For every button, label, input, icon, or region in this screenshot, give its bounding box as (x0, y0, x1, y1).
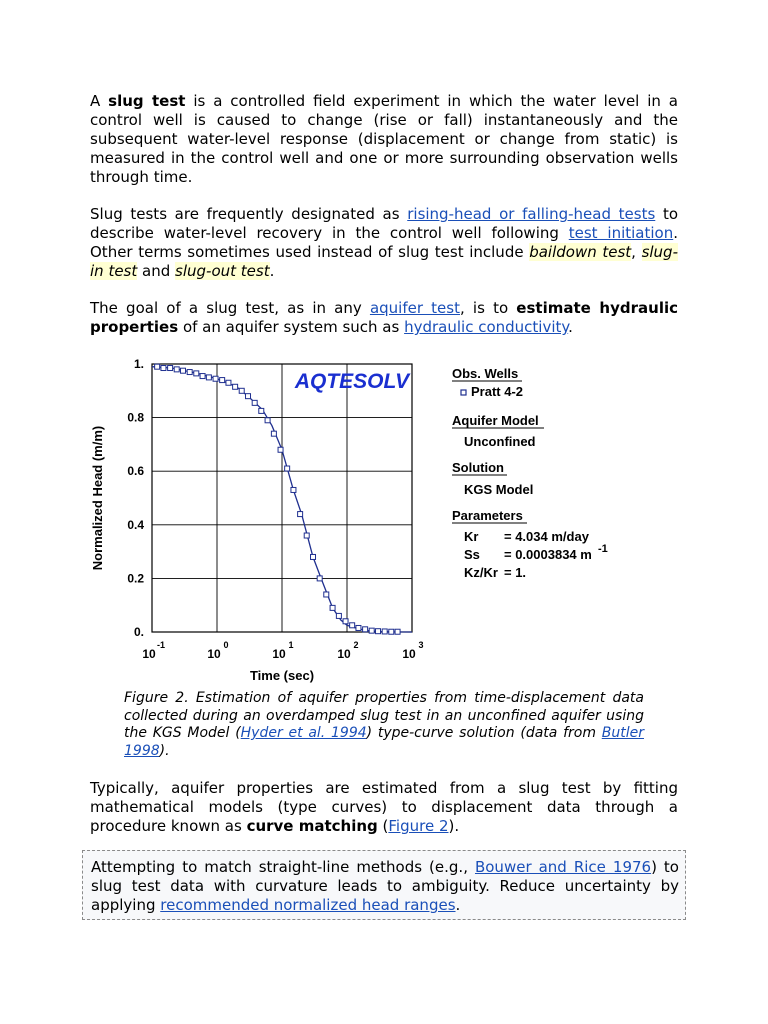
link-hydraulic-conductivity[interactable]: hydraulic conductivity (404, 318, 569, 336)
highlight-slug-out: slug-out test (175, 262, 270, 280)
param-ss-value: = 0.0003834 m (504, 547, 592, 562)
text: ). (448, 817, 460, 835)
grid (152, 364, 412, 632)
link-butler-1998[interactable]: Butler 1998 (124, 725, 644, 759)
data-point (265, 418, 270, 423)
highlight-slug-in: slug-in test (90, 243, 678, 280)
data-point (343, 619, 348, 624)
data-point (311, 554, 316, 559)
note-box (82, 850, 686, 920)
data-point (291, 487, 296, 492)
aqtesolv-plot (90, 354, 690, 684)
x-tick-label: 10 (337, 647, 351, 661)
data-point (213, 376, 218, 381)
text: ) type-curve solution (data from (366, 725, 602, 741)
legend-model-header: Aquifer Model (452, 413, 539, 428)
y-axis-label: Normalized Head (m/m) (90, 425, 105, 571)
intro-paragraph (90, 92, 678, 187)
x-tick-exponent: -1 (156, 640, 166, 650)
param-kr-label: Kr (464, 529, 479, 544)
x-tick-label: 10 (402, 647, 416, 661)
data-point (155, 364, 160, 369)
data-point (187, 370, 192, 375)
curve-matching-paragraph (90, 779, 678, 836)
data-point (330, 605, 335, 610)
link-aquifer-test[interactable]: aquifer test (369, 299, 460, 317)
data-point (336, 613, 341, 618)
data-point (395, 629, 400, 634)
data-point (161, 366, 166, 371)
data-point (246, 394, 251, 399)
text: and (137, 262, 176, 280)
highlight-baildown: baildown test (529, 243, 632, 261)
data-point (285, 466, 290, 471)
data-point (200, 374, 205, 379)
text: . (455, 896, 461, 914)
legend-solution-header: Solution (452, 460, 504, 475)
data-point (194, 371, 199, 376)
x-tick-labels (142, 640, 423, 661)
x-tick-exponent: 2 (353, 640, 359, 650)
x-tick-label: 10 (272, 647, 286, 661)
data-point (376, 629, 381, 634)
legend-solution-value: KGS Model (464, 482, 534, 497)
data-point (356, 625, 361, 630)
data-point (181, 368, 186, 373)
term-slug-test: slug test (108, 92, 186, 110)
param-kzkr-value: = 1. (504, 565, 527, 580)
data-point (363, 627, 368, 632)
data-point (259, 408, 264, 413)
text: ( (377, 817, 389, 835)
y-tick-label: 0.4 (127, 517, 144, 532)
x-tick-exponent: 3 (418, 640, 424, 650)
text: Typically, aquifer properties are estimated from a slug test by fitting mathematical models (type curves) to displacement data through a procedure known as (90, 779, 678, 835)
note-text (91, 858, 679, 915)
y-tick-label: 0.2 (127, 571, 144, 586)
data-point (226, 380, 231, 385)
text: Slug tests are frequently designated as (90, 205, 408, 223)
aqtesolv-logo: AQTESOLV (294, 370, 410, 393)
text: . Other terms sometimes used instead of slug test include (90, 224, 679, 261)
x-tick-exponent: 0 (223, 640, 229, 650)
text: . (269, 262, 275, 280)
legend-marker-icon (461, 390, 466, 395)
link-hyder-1994[interactable]: Hyder et al. 1994 (240, 725, 367, 741)
link-rising-falling-head[interactable]: rising-head or falling-head tests (407, 205, 656, 223)
data-point (174, 367, 179, 372)
link-normalized-head-ranges[interactable]: recommended normalized head ranges (160, 896, 456, 914)
text: of an aquifer system such as (178, 318, 405, 336)
text: to describe water-level recovery in the control well following (90, 205, 679, 242)
data-point (206, 375, 211, 380)
y-tick-label: 1. (133, 357, 144, 371)
text: , is to (459, 299, 517, 317)
text: Figure 2. Estimation of aquifer properties from time-displacement data collected during an overdamped slug test in an unconfined aquifer using the KGS Model ( (124, 690, 644, 741)
data-point (220, 378, 225, 383)
legend-obs-header: Obs. Wells (452, 366, 519, 381)
terms-paragraph (90, 205, 678, 281)
text: ) to slug test data with curvature leads to ambiguity. Reduce uncertainty by applying (91, 858, 679, 914)
term-estimate-properties: estimate hydraulic properties (90, 299, 678, 336)
x-tick-exponent: 1 (288, 640, 294, 650)
text: . (568, 318, 573, 336)
y-tick-labels (127, 357, 144, 639)
goal-paragraph (90, 299, 678, 337)
legend-obs-item: Pratt 4-2 (471, 384, 524, 399)
text: , (631, 243, 642, 261)
text: A (90, 92, 109, 110)
legend-params-header: Parameters (452, 508, 523, 523)
param-kzkr-label: Kz/Kr (464, 565, 498, 580)
data-point (369, 628, 374, 633)
legend-model-value: Unconfined (464, 434, 536, 449)
data-points (155, 364, 400, 634)
figure-caption (124, 690, 644, 760)
data-point (168, 366, 173, 371)
data-point (324, 592, 329, 597)
data-point (239, 388, 244, 393)
y-tick-label: 0.8 (127, 410, 144, 425)
article-body (90, 92, 678, 337)
data-point (278, 447, 283, 452)
text: Attempting to match straight-line methods (e.g., (91, 858, 475, 876)
text: ). (159, 742, 170, 759)
legend (452, 366, 608, 580)
link-bouwer-rice-1976[interactable]: Bouwer and Rice 1976 (474, 858, 652, 876)
data-point (252, 400, 257, 405)
data-point (298, 512, 303, 517)
param-kr-value: = 4.034 m/day (504, 529, 589, 544)
data-point (382, 629, 387, 634)
figure-2 (90, 354, 690, 684)
x-tick-label: 10 (207, 647, 221, 661)
data-point (271, 431, 276, 436)
y-tick-label: 0.6 (127, 464, 144, 479)
term-curve-matching: curve matching (246, 817, 378, 835)
data-point (389, 629, 394, 634)
link-figure-2[interactable]: Figure 2 (388, 817, 449, 835)
x-axis-label: Time (sec) (249, 668, 315, 683)
text: The goal of a slug test, as in any (90, 299, 370, 317)
x-tick-label: 10 (142, 647, 156, 661)
y-tick-label: 0. (133, 625, 144, 639)
data-point (350, 623, 355, 628)
param-ss-exponent: -1 (598, 543, 608, 555)
param-ss-label: Ss (464, 547, 480, 562)
data-point (304, 533, 309, 538)
link-test-initiation[interactable]: test initiation (568, 224, 674, 242)
text: is a controlled field experiment in which the water level in a control well is caused to change (rise or fall) instantaneously and the subsequent water-level response (displacement or change from static) is measured in the control well and one or more surrounding observation wells through time. (90, 92, 678, 186)
data-point (317, 576, 322, 581)
data-point (233, 384, 238, 389)
